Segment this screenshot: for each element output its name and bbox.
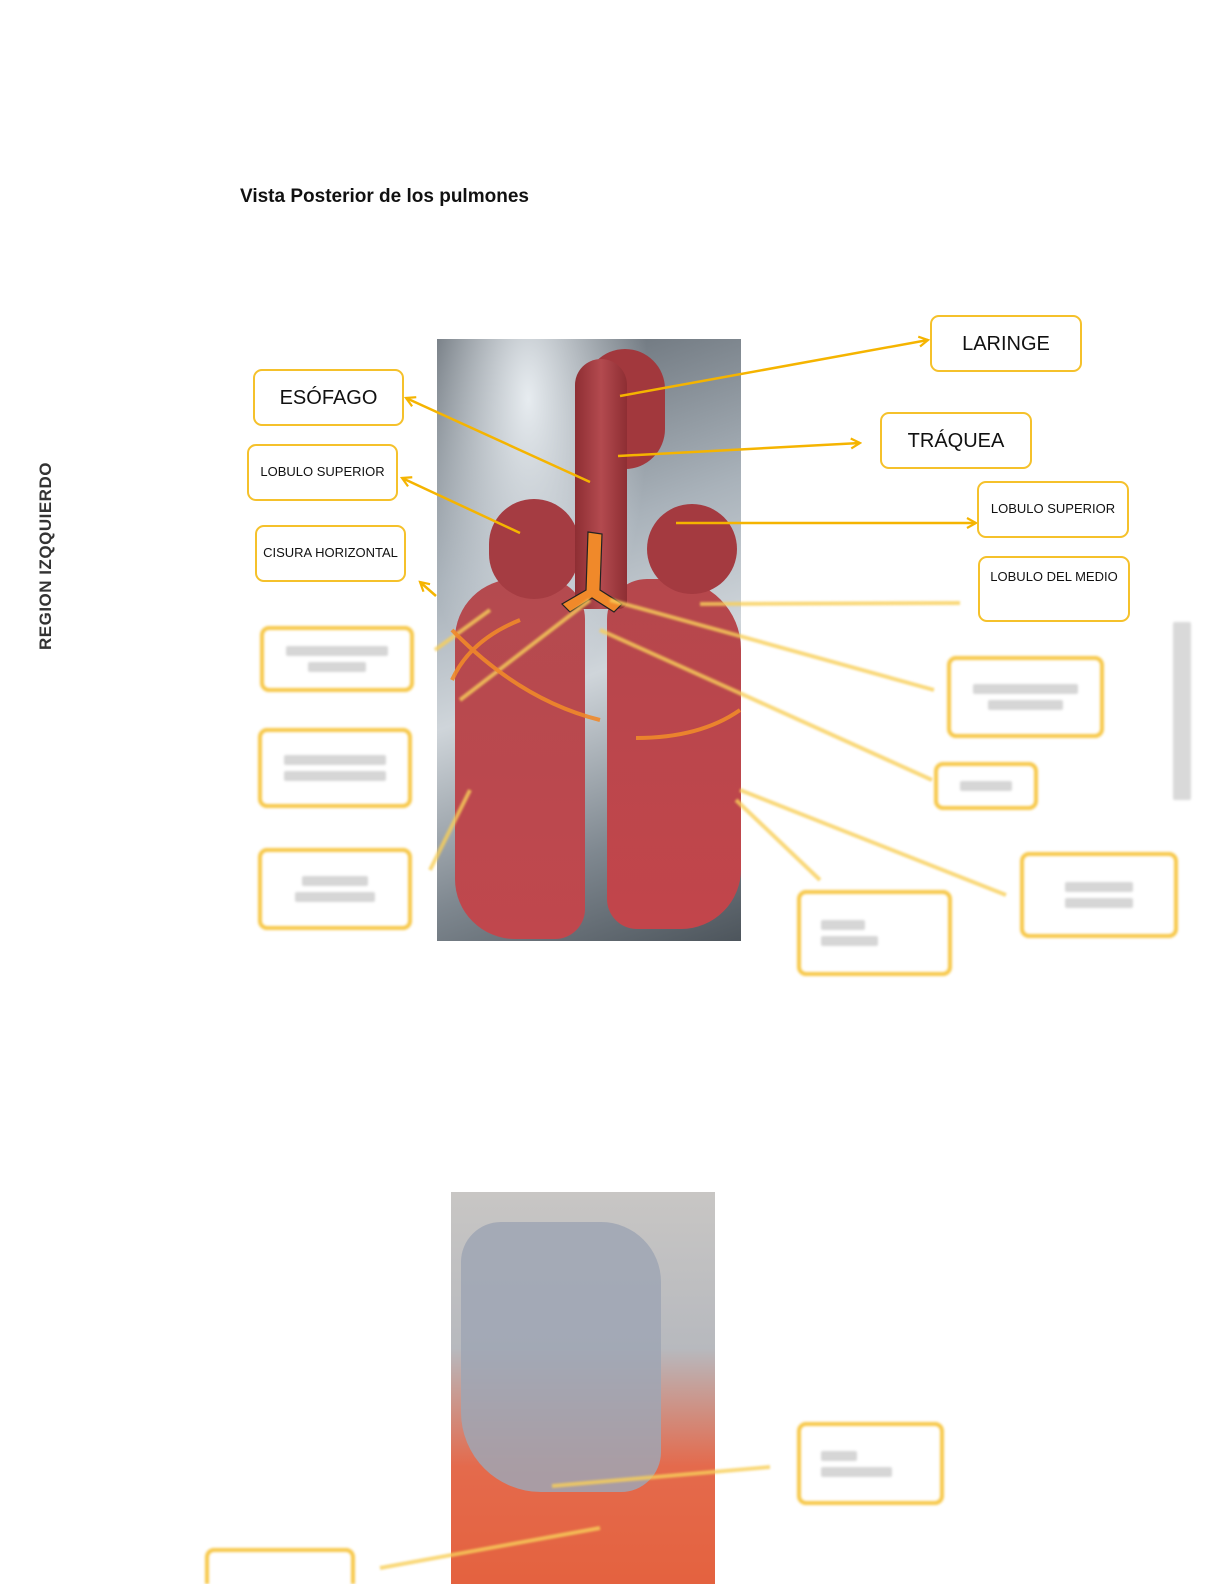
label-lobulo-superior-left-text: LOBULO SUPERIOR xyxy=(260,464,385,480)
page-title: Vista Posterior de los pulmones xyxy=(240,186,529,207)
blurred-text xyxy=(284,771,386,781)
label-laringe xyxy=(930,315,1082,372)
label-esofago-text: ESÓFAGO xyxy=(279,386,378,409)
blurred-text xyxy=(821,920,865,930)
blurred-label-left-2 xyxy=(258,728,412,808)
label-laringe-text: LARINGE xyxy=(962,332,1050,355)
blurred-text xyxy=(308,662,366,672)
label-cisura-horizontal xyxy=(255,525,406,582)
blurred-text xyxy=(1065,898,1133,908)
label-lobulo-superior-right-text: LOBULO SUPERIOR xyxy=(990,501,1116,517)
blurred-text xyxy=(302,876,368,886)
blurred-label-right-3 xyxy=(1020,852,1178,938)
blurred-text xyxy=(973,684,1077,694)
side-label-text: REGION IZQQUIERDO xyxy=(36,462,55,650)
fissure-lines xyxy=(452,620,740,738)
blurred-text xyxy=(821,1467,892,1477)
label-cisura-horizontal-text: CISURA HORIZONTAL xyxy=(263,545,398,561)
blurred-text xyxy=(1065,882,1133,892)
blurred-text xyxy=(960,781,1013,791)
blurred-label-bottom-1 xyxy=(797,890,952,976)
label-lobulo-superior-left xyxy=(247,444,398,501)
label-lobulo-superior-right xyxy=(977,481,1129,538)
blurred-text xyxy=(988,700,1063,710)
blurred-label-right-1 xyxy=(947,656,1104,738)
label-lobulo-medio-text: LOBULO DEL MEDIO xyxy=(990,569,1118,584)
blurred-label-left-3 xyxy=(258,848,412,930)
blurred-text xyxy=(284,755,386,765)
label-esofago xyxy=(253,369,404,426)
blurred-label-left-1 xyxy=(260,626,414,692)
blurred-text xyxy=(286,646,388,656)
blurred-side-label-right xyxy=(1173,622,1191,800)
blurred-label-right-2 xyxy=(934,762,1038,810)
arrow-laringe xyxy=(620,340,928,396)
label-traquea-text: TRÁQUEA xyxy=(907,429,1005,452)
arrow-esofago xyxy=(406,398,590,482)
arrow-traquea xyxy=(618,443,860,456)
blurred-text xyxy=(821,936,878,946)
blurred-text xyxy=(821,1451,857,1461)
arrow-lobulo-sup-left xyxy=(402,478,520,533)
blurred-label-hand-1 xyxy=(797,1422,944,1505)
label-lobulo-medio xyxy=(978,556,1130,622)
label-traquea xyxy=(880,412,1032,469)
arrow-cisura xyxy=(420,582,436,596)
blurred-label-hand-2 xyxy=(205,1548,355,1584)
blurred-text xyxy=(295,892,375,902)
